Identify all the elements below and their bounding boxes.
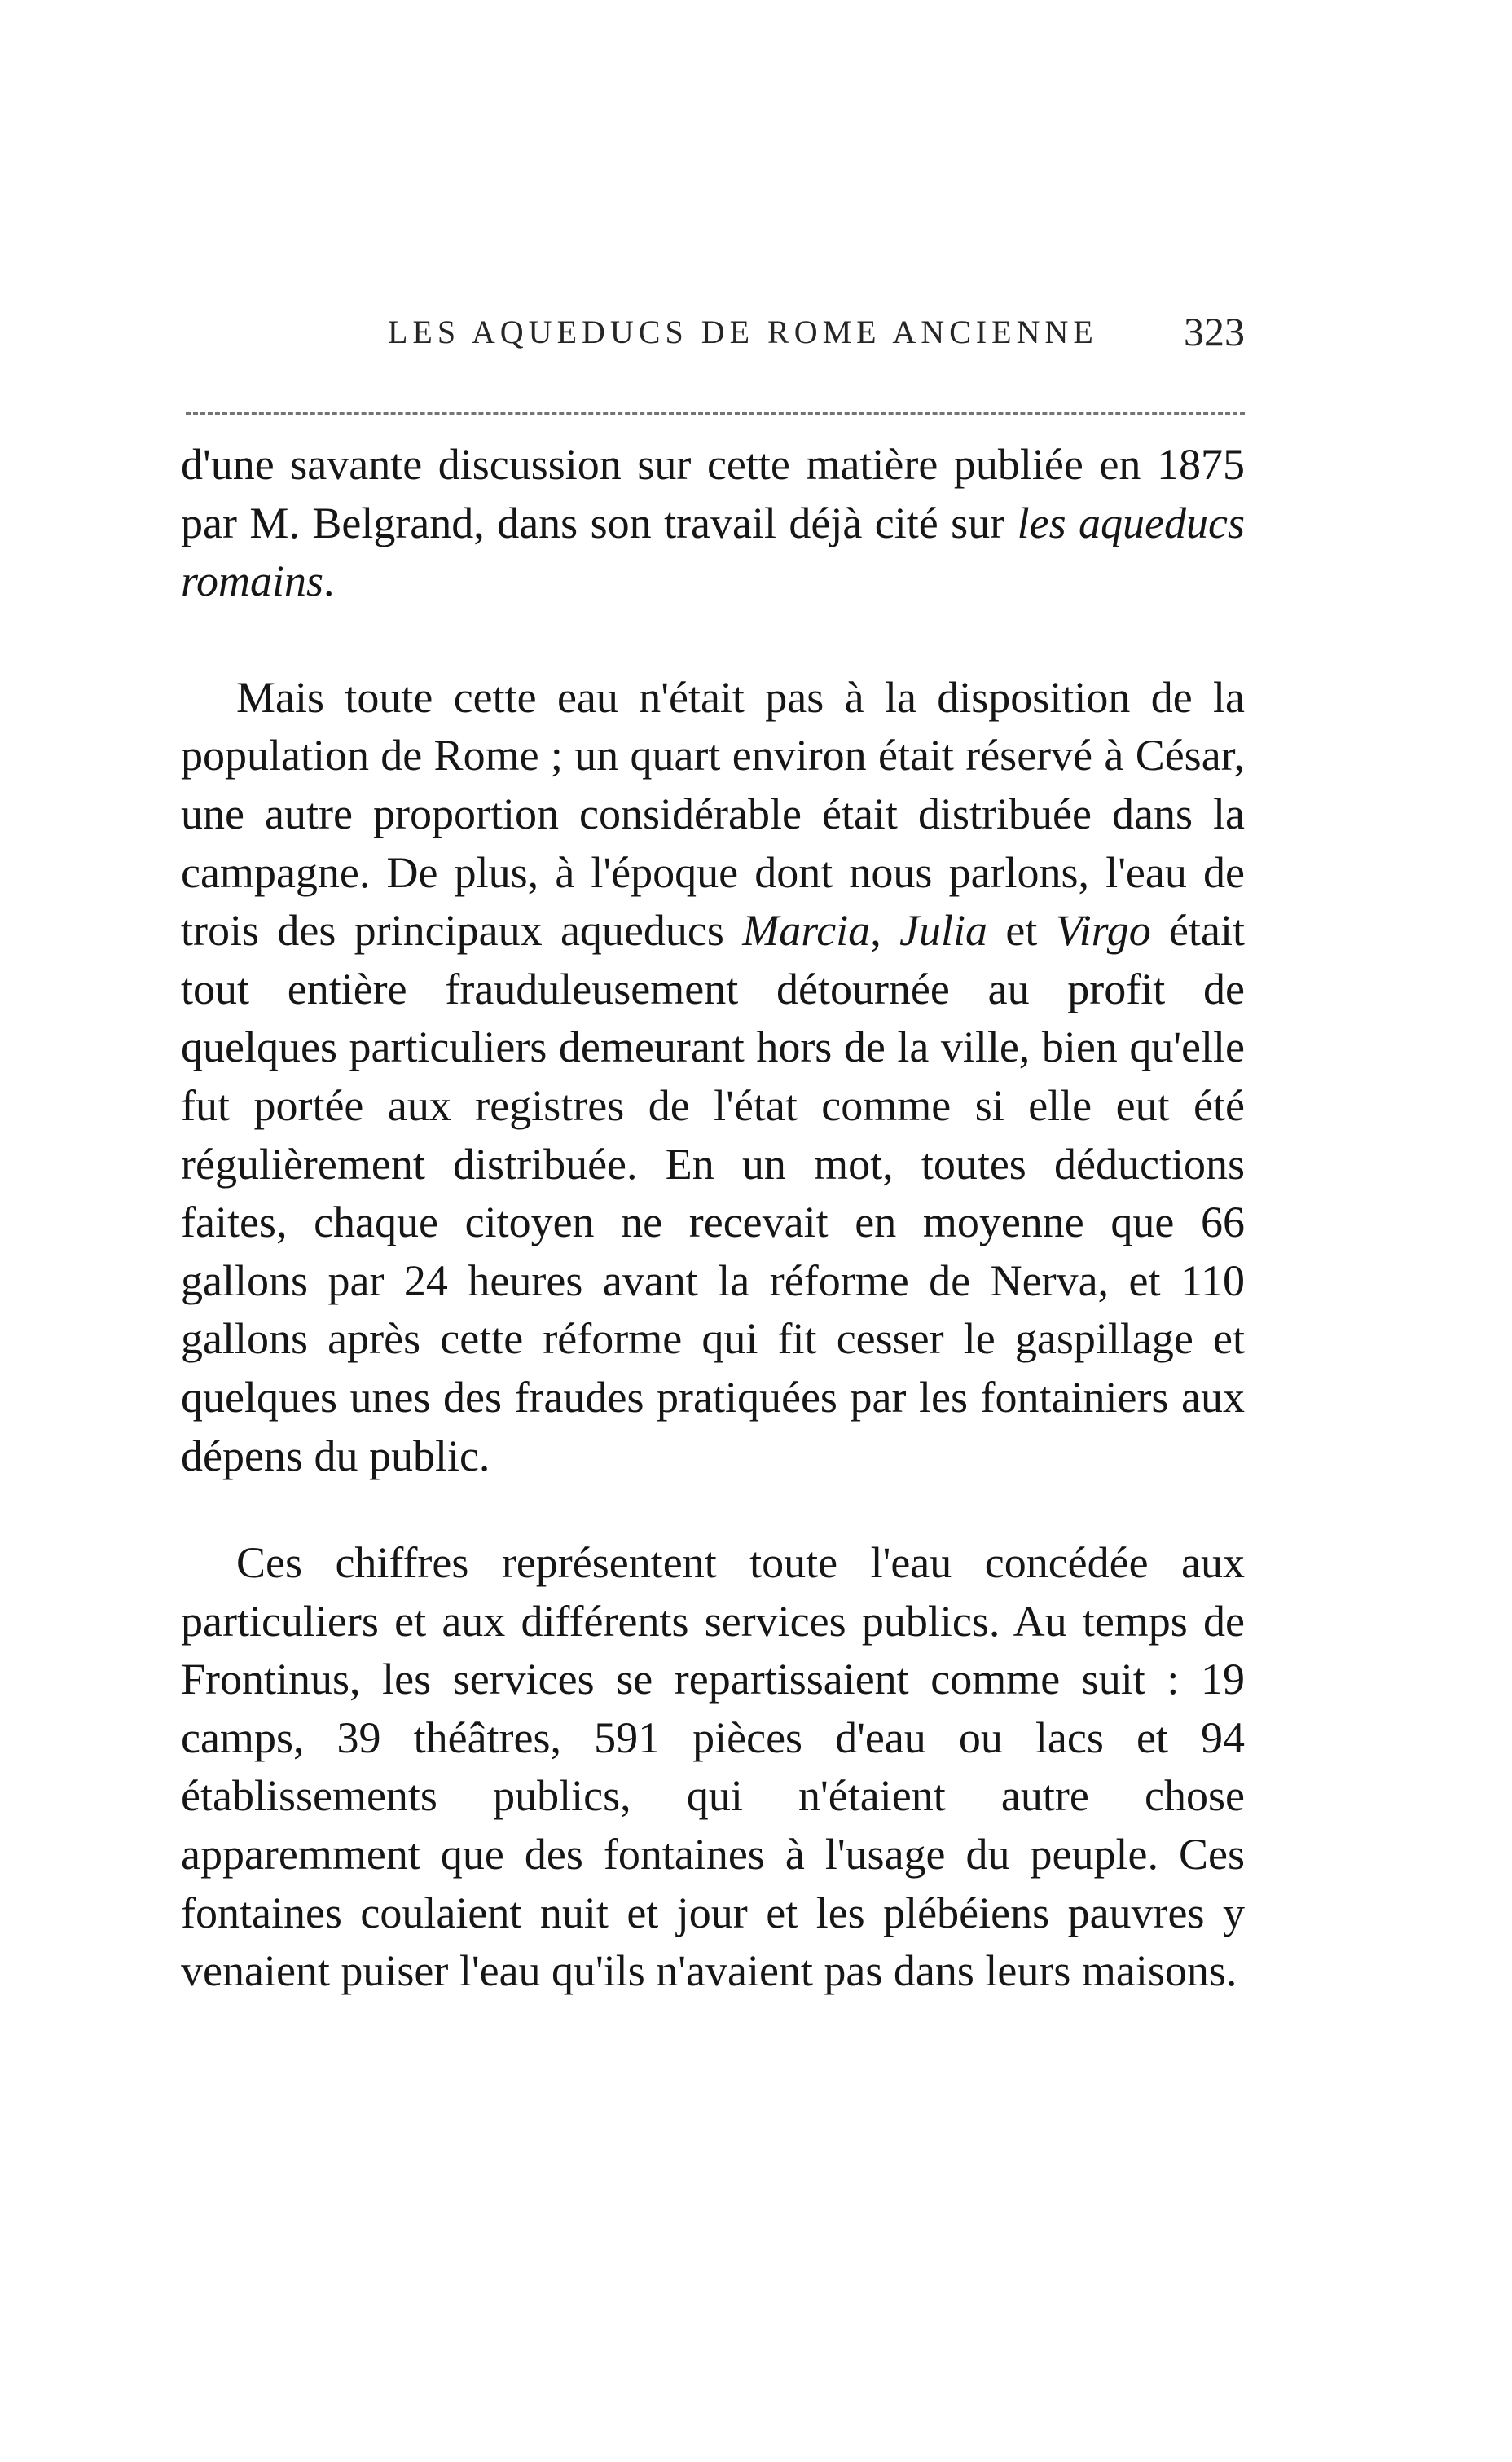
italic-julia: Julia bbox=[899, 906, 988, 956]
running-title: LES AQUEDUCS DE ROME ANCIENNE bbox=[388, 314, 1098, 350]
paragraph-2 bbox=[181, 669, 1245, 1485]
body-text bbox=[181, 436, 1245, 2001]
paragraph-1 bbox=[181, 436, 1245, 611]
paragraph-3: Ces chiffres représentent toute l'eau concédée aux particuliers et aux différents services publics. Au temps de Frontinus, les services se repartissaient comme suit : 19 camps, 39 théâtres, 591 pièces d'eau ou lacs et 94 établissements publics, qui n'étaient autre chose apparemment que des fontaines à l'usage du peuple. Ces fontaines coulaient nuit et jour et les plébéiens pauvres y venaient puiser l'eau qu'ils n'avaient pas dans leurs maisons. bbox=[181, 1538, 1245, 1996]
paragraph-2-text-g: était tout entière frauduleusement détournée au profit de quelques particuliers demeurant hors de la ville, bien qu'elle fut portée aux registres de l'état comme si elle eut été régulièrement distribuée. En un mot, toutes déductions faites, chaque citoyen ne recevait en moyenne que 66 gallons par 24 heures avant la réforme de Nerva, et 110 gallons après cette réforme qui fit cesser le gaspillage et quelques unes des fraudes pratiquées par les fontainiers aux dépens du public. bbox=[181, 906, 1245, 1480]
page-header bbox=[186, 308, 1245, 365]
paragraph-2-text-c: , bbox=[870, 906, 900, 956]
paragraph-2-text-e: et bbox=[987, 906, 1056, 956]
italic-virgo: Virgo bbox=[1055, 906, 1151, 956]
italic-title-aqueducs-romains: les aqueducs romains bbox=[181, 498, 1245, 606]
paragraph-2-text-a: Mais toute cette eau n'était pas à la disposition de la population de Rome ; un quart environ était réservé à César, une autre proportion considérable était distribuée dans la campagne. De plus, à l'époque dont nous parlons, l'eau de trois des principaux aqueducs bbox=[181, 672, 1245, 956]
header-rule bbox=[186, 412, 1245, 415]
italic-marcia: Marcia bbox=[742, 906, 871, 956]
page-number: 323 bbox=[1184, 309, 1245, 354]
paragraph-1-end: . bbox=[323, 556, 335, 606]
paragraph-1-text: d'une savante discussion sur cette matière publiée en 1875 par M. Belgrand, dans son travail déjà cité sur bbox=[181, 440, 1245, 547]
